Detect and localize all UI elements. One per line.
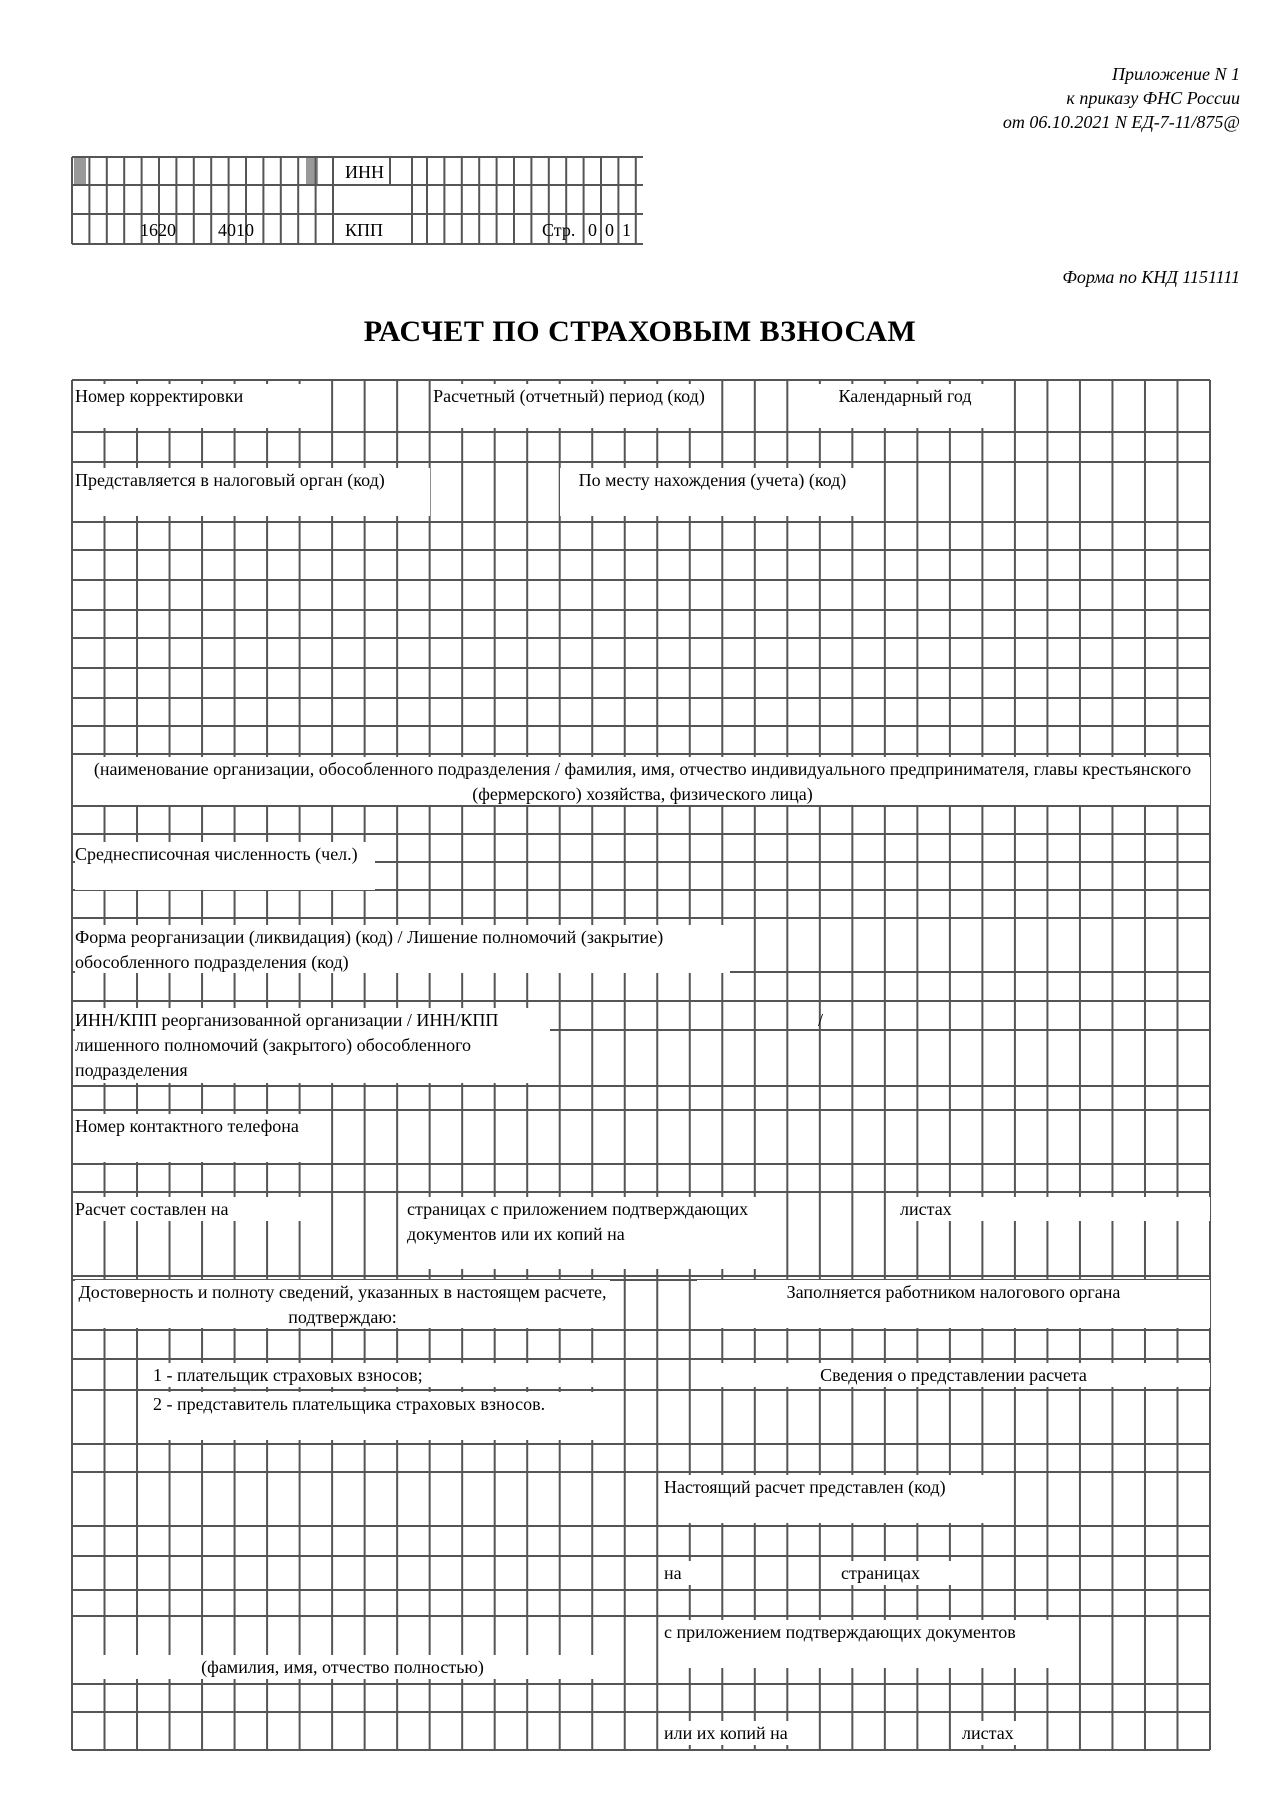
confirm-option-2: 2 - представитель плательщика страховых взносов. bbox=[153, 1392, 603, 1440]
appendix-line-2: к приказу ФНС России bbox=[1066, 88, 1240, 108]
fio-caption: (фамилия, имя, отчество полностью) bbox=[75, 1655, 610, 1679]
period-label: Расчетный (отчетный) период (код) bbox=[433, 384, 705, 428]
page-digit-2: 0 bbox=[605, 220, 614, 240]
page-title: РАСЧЕТ ПО СТРАХОВЫМ ВЗНОСАМ bbox=[363, 315, 917, 348]
tax-office-heading: Заполняется работником налогового органа bbox=[697, 1280, 1210, 1328]
kpp-label: КПП bbox=[345, 220, 384, 240]
page-label: Стр. bbox=[542, 220, 576, 240]
tax-office-subheading: Сведения о представлении расчета bbox=[697, 1363, 1210, 1387]
grid-cell bbox=[74, 157, 86, 185]
submitted-code-label: Настоящий расчет представлен (код) bbox=[664, 1475, 984, 1523]
calendar-year-label: Календарный год bbox=[810, 384, 1000, 428]
page-digit-1: 0 bbox=[588, 220, 597, 240]
appendix-line-3: от 06.10.2021 N ЕД-7-11/875@ bbox=[1002, 112, 1240, 132]
pages-prefix-label: Расчет составлен на bbox=[75, 1197, 305, 1221]
confirm-heading: Достоверность и полноту сведений, указанных в настоящем расчете, подтверждаю: bbox=[75, 1280, 610, 1328]
appendix-line-1: Приложение N 1 bbox=[1111, 64, 1240, 84]
page-digit-3: 1 bbox=[622, 220, 631, 240]
confirm-option-1: 1 - плательщик страховых взносов; bbox=[153, 1363, 603, 1387]
with-docs-label: с приложением подтверждающих документов bbox=[664, 1620, 1054, 1668]
inn-label: ИНН bbox=[345, 162, 384, 182]
location-label: По месту нахождения (учета) (код) bbox=[560, 468, 865, 516]
org-name-caption: (наименование организации, обособленного подразделения / фамилия, имя, отчество индивидуального предпринимателя, главы крестьянского (фермерского) хозяйства, физического лица) bbox=[75, 757, 1210, 805]
on-label: на bbox=[664, 1561, 694, 1585]
code-2: 4010 bbox=[218, 220, 254, 240]
tax-authority-label: Представляется в налоговый орган (код) bbox=[75, 468, 430, 516]
inn-kpp-slash: / bbox=[818, 1010, 824, 1030]
sheets-label: листах bbox=[900, 1197, 1210, 1221]
correction-number-label: Номер корректировки bbox=[75, 384, 305, 428]
code-1: 1620 bbox=[140, 220, 176, 240]
pages-middle-label: страницах с приложением подтверждающих документов или их копий на bbox=[407, 1197, 777, 1269]
reorg-inn-kpp-label: ИНН/КПП реорганизованной организации / ИНН/КПП лишенного полномочий (закрытого) обособленного подразделения bbox=[75, 1008, 550, 1083]
form-code: Форма по КНД 1151111 bbox=[1062, 267, 1240, 287]
phone-label: Номер контактного телефона bbox=[75, 1114, 325, 1162]
tax-sheets-label: листах bbox=[962, 1721, 1042, 1745]
headcount-label: Среднесписочная численность (чел.) bbox=[75, 842, 375, 890]
reorg-form-label: Форма реорганизации (ликвидация) (код) / Лишение полномочий (закрытие) обособленного подразделения (код) bbox=[75, 925, 730, 973]
copies-on-label: или их копий на bbox=[664, 1721, 804, 1745]
pages-label: страницах bbox=[841, 1561, 961, 1585]
